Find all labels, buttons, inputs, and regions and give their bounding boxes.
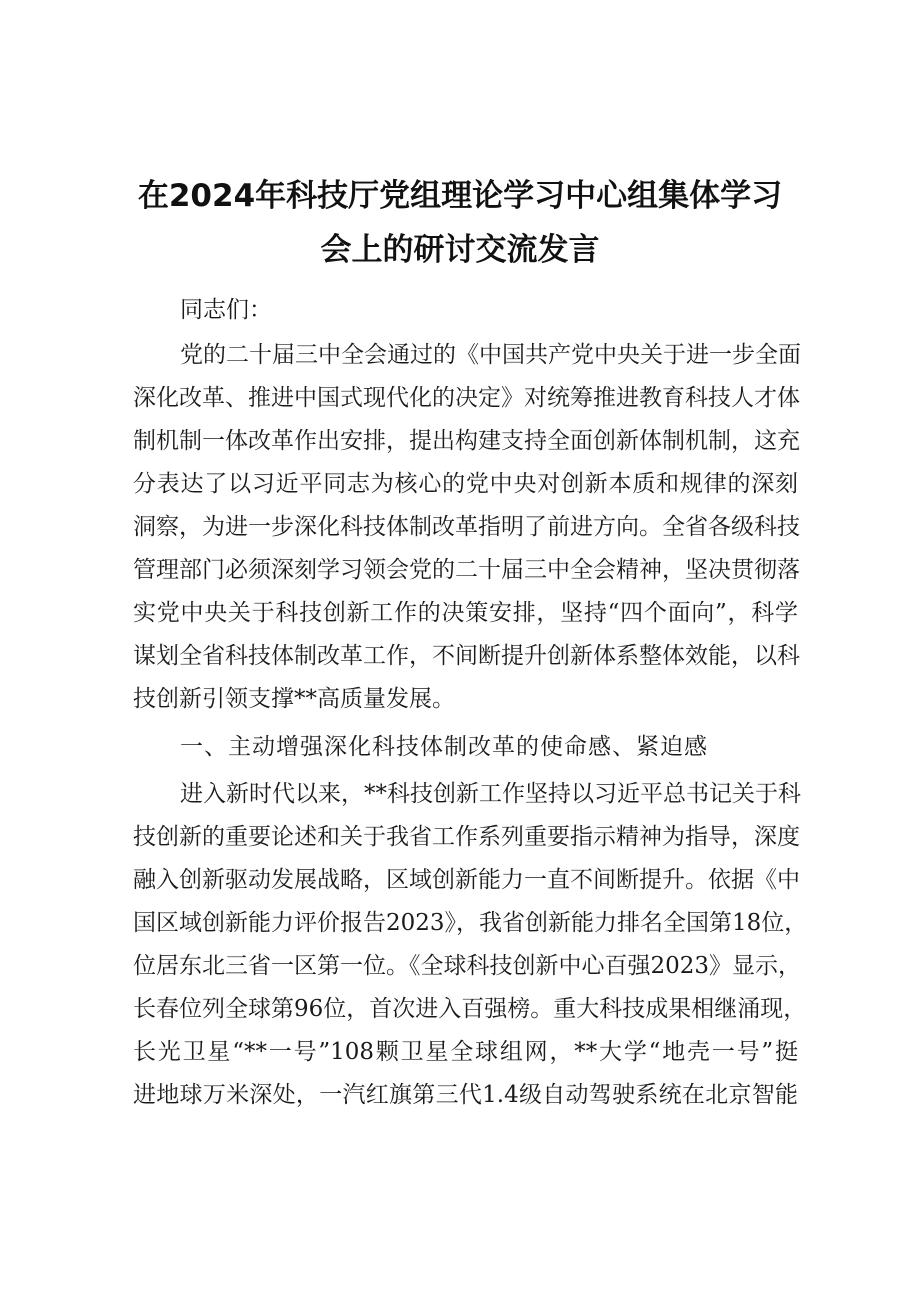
paragraph-1-line: 分表达了以习近平同志为核心的党中央对创新本质和规律的深刻 [133, 471, 798, 497]
paragraph-2-line: 长光卫星“**一号”108颗卫星全球组网，**大学“地壳一号”挺 [133, 1039, 798, 1065]
section-heading-1: 一、主动增强深化科技体制改革的使命感、紧迫感 [180, 734, 708, 760]
paragraph-1-line: 管理部门必须深刻学习领会党的二十届三中全会精神，坚决贯彻落 [133, 557, 800, 583]
salutation: 同志们： [180, 297, 272, 323]
paragraph-1-line: 洞察，为进一步深化科技体制改革指明了前进方向。全省各级科技 [133, 514, 800, 540]
paragraph-1-line: 党的二十届三中全会通过的《中国共产党中央关于进一步全面 [180, 342, 801, 368]
paragraph-1-line: 谋划全省科技体制改革工作，不间断提升创新体系整体效能，以科 [133, 643, 800, 669]
document-title-line-1: 在2024年科技厅党组理论学习中心组集体学习 [137, 178, 783, 214]
paragraph-2-line: 技创新的重要论述和关于我省工作系列重要指示精神为指导，深度 [133, 824, 800, 850]
paragraph-1-line: 技创新引领支撑**高质量发展。 [133, 686, 455, 712]
paragraph-2-line: 进地球万米深处，一汽红旗第三代1.4级自动驾驶系统在北京智能 [133, 1082, 798, 1108]
document-title-line-2: 会上的研讨交流发言 [320, 232, 600, 268]
paragraph-2-line: 进入新时代以来，**科技创新工作坚持以习近平总书记关于科 [180, 781, 801, 807]
paragraph-2-line: 长春位列全球第96位，首次进入百强榜。重大科技成果相继涌现， [133, 996, 807, 1022]
paragraph-2-line: 位居东北三省一区第一位。《全球科技创新中心百强2023》显示， [133, 953, 802, 979]
paragraph-1-line: 制机制一体改革作出安排，提出构建支持全面创新体制机制，这充 [133, 428, 800, 454]
paragraph-2-line: 融入创新驱动发展战略，区域创新能力一直不间断提升。依据《中 [133, 867, 800, 893]
paragraph-1-line: 深化改革、推进中国式现代化的决定》对统筹推进教育科技人才体 [133, 385, 800, 411]
paragraph-1-line: 实党中央关于科技创新工作的决策安排，坚持“四个面向”，科学 [133, 600, 798, 626]
paragraph-2-line: 国区域创新能力评价报告2023》，我省创新能力排名全国第18位， [133, 910, 808, 936]
